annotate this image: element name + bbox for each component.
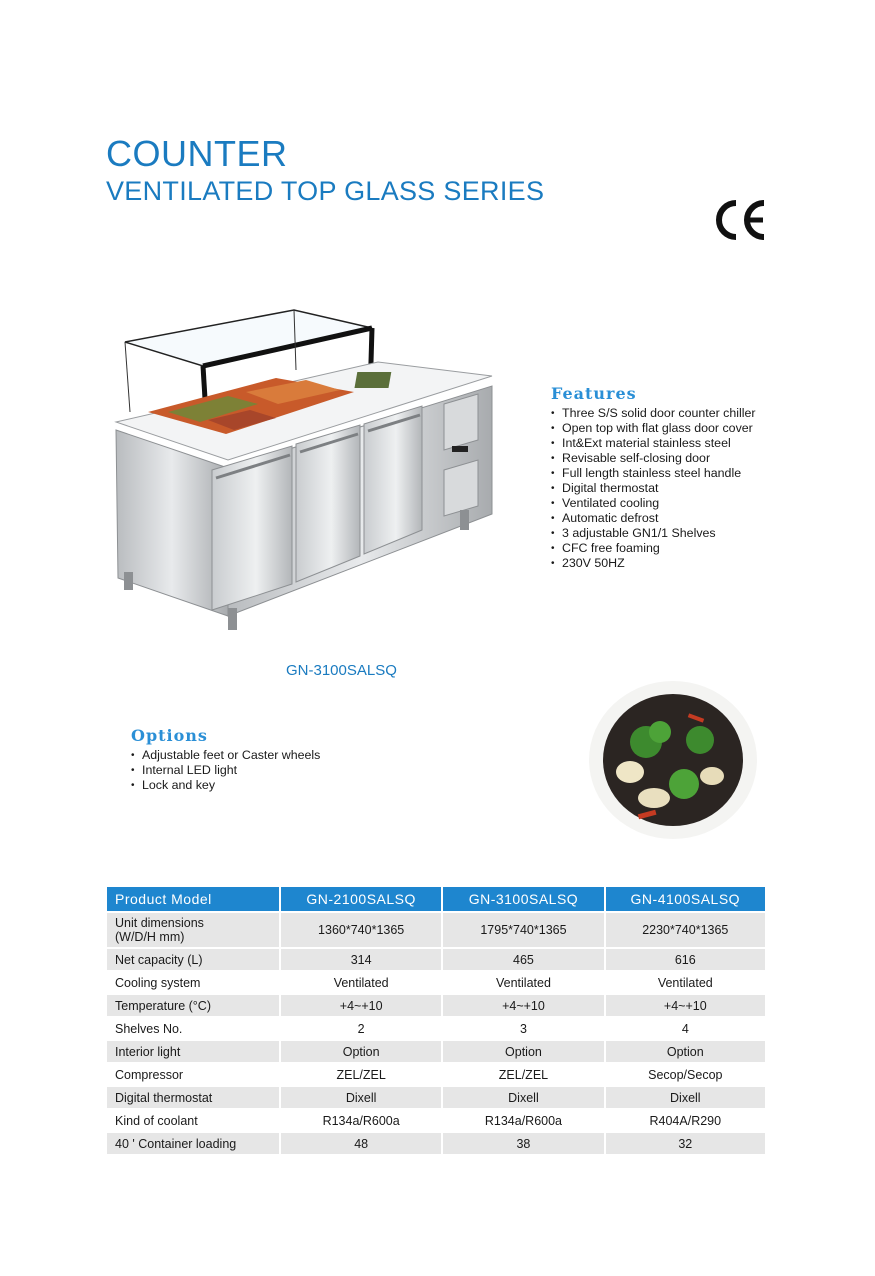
table-cell: +4~+10 — [443, 995, 605, 1016]
options-list — [130, 748, 320, 793]
table-cell: 38 — [443, 1133, 605, 1154]
row-label: Shelves No. — [107, 1018, 281, 1039]
features-section — [550, 384, 756, 571]
row-label: Net capacity (L) — [107, 949, 281, 970]
row-label: Cooling system — [107, 972, 281, 993]
list-item: • 3 adjustable GN1/1 Shelves — [550, 526, 756, 541]
list-item: • Lock and key — [130, 778, 320, 793]
row-label: Interior light — [107, 1041, 281, 1062]
list-item: • Ventilated cooling — [550, 496, 756, 511]
list-item: • Internal LED light — [130, 763, 320, 778]
features-heading: Features — [551, 384, 637, 403]
table-cell: ZEL/ZEL — [443, 1064, 605, 1085]
food-plate-image — [588, 680, 758, 840]
table-cell: 32 — [606, 1133, 765, 1154]
table-cell: 465 — [443, 949, 605, 970]
spec-table — [107, 885, 765, 1156]
row-label: 40 ' Container loading — [107, 1133, 281, 1154]
options-heading: Options — [131, 726, 208, 745]
ce-mark-icon — [712, 197, 768, 243]
table-row — [107, 1018, 765, 1039]
table-cell: R134a/R600a — [281, 1110, 443, 1131]
row-label: Kind of coolant — [107, 1110, 281, 1131]
table-cell: +4~+10 — [281, 995, 443, 1016]
table-row — [107, 1087, 765, 1108]
table-cell: Dixell — [281, 1087, 443, 1108]
table-cell: 2 — [281, 1018, 443, 1039]
table-row — [107, 1133, 765, 1154]
table-cell: Option — [443, 1041, 605, 1062]
list-item: • Adjustable feet or Caster wheels — [130, 748, 320, 763]
row-label: Unit dimensions (W/D/H mm) — [107, 913, 281, 947]
list-item: • Automatic defrost — [550, 511, 756, 526]
column-header: Product Model — [107, 887, 281, 911]
table-cell: Dixell — [443, 1087, 605, 1108]
table-cell: 4 — [681, 1021, 689, 1036]
table-cell: 1795*740*1365 — [443, 913, 605, 947]
table-cell: Ventilated — [281, 972, 443, 993]
table-cell: Dixell — [606, 1087, 765, 1108]
table-cell: Ventilated — [443, 972, 605, 993]
column-header: GN-3100SALSQ — [443, 887, 605, 911]
table-row — [107, 949, 765, 970]
table-cell: +4~+10 — [606, 995, 765, 1016]
features-list — [550, 406, 756, 571]
page-title: COUNTER — [106, 133, 288, 174]
column-header: GN-4100SALSQ — [606, 887, 765, 911]
list-item: • Three S/S solid door counter chiller — [550, 406, 756, 421]
counter-chiller-image — [108, 300, 498, 640]
table-cell: R134a/R600a — [443, 1110, 605, 1131]
row-label: Digital thermostat — [107, 1087, 281, 1108]
table-cell: Option — [606, 1041, 765, 1062]
page-subtitle: VENTILATED TOP GLASS SERIES — [106, 176, 545, 206]
list-item: • Open top with flat glass door cover — [550, 421, 756, 436]
list-item: • 230V 50HZ — [550, 556, 756, 571]
options-section — [130, 726, 320, 793]
table-row — [107, 913, 765, 947]
table-cell: ZEL/ZEL — [281, 1064, 443, 1085]
table-cell: 48 — [281, 1133, 443, 1154]
table-cell: Secop/Secop — [648, 1067, 723, 1082]
table-cell: 1360*740*1365 — [281, 913, 443, 947]
table-header-row — [107, 887, 765, 911]
table-cell: Option — [281, 1041, 443, 1062]
list-item: • Full length stainless steel handle — [550, 466, 756, 481]
table-cell: R404A/R290 — [649, 1113, 722, 1128]
table-row — [107, 995, 765, 1016]
list-item: • Int&Ext material stainless steel — [550, 436, 756, 451]
list-item: • CFC free foaming — [550, 541, 756, 556]
table-row — [107, 1110, 765, 1131]
table-cell: 314 — [281, 949, 443, 970]
list-item: • Digital thermostat — [550, 481, 756, 496]
table-row — [107, 972, 765, 993]
row-label: Temperature (°C) — [107, 995, 281, 1016]
column-header: GN-2100SALSQ — [281, 887, 443, 911]
table-row — [107, 1064, 765, 1085]
table-cell: 2230*740*1365 — [606, 913, 765, 947]
row-label: Compressor — [107, 1064, 281, 1085]
table-cell: Ventilated — [657, 975, 713, 990]
list-item: • Revisable self-closing door — [550, 451, 756, 466]
table-row — [107, 1041, 765, 1062]
table-cell: 3 — [443, 1018, 605, 1039]
product-model-caption: GN-3100SALSQ — [286, 662, 397, 679]
table-cell: 616 — [606, 949, 765, 970]
